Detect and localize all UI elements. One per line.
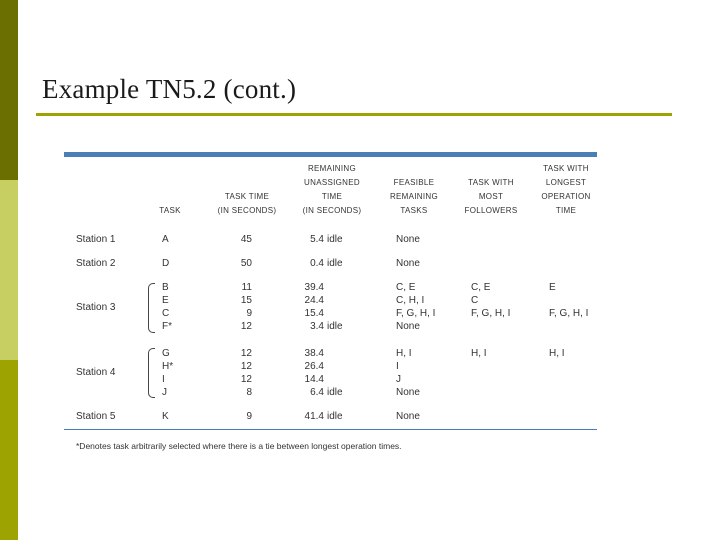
header-line: FEASIBLE	[393, 178, 435, 187]
table-top-bar	[64, 152, 597, 157]
station-4-brace	[148, 348, 155, 398]
header-line: MOST	[478, 192, 504, 201]
header-line: TASK WITH	[468, 178, 514, 187]
feasible-tasks-cell: I	[396, 361, 399, 372]
longest-operation-cell: E	[549, 282, 556, 293]
remaining-time-cell	[300, 361, 324, 373]
idle-label: idle	[327, 387, 343, 398]
sidebar-band-top	[0, 0, 18, 180]
header-line: (IN SECONDS)	[302, 206, 362, 215]
header-task-time	[212, 190, 282, 218]
remaining-time-cell	[300, 282, 324, 294]
most-followers-cell: C	[471, 295, 479, 306]
remaining-time-cell	[300, 258, 343, 270]
remaining-time-value: 6.4	[310, 387, 324, 398]
task-cell: G	[162, 348, 170, 359]
task-cell: I	[162, 374, 165, 385]
task-cell: K	[162, 411, 169, 422]
feasible-tasks-cell: None	[396, 321, 420, 332]
feasible-tasks-cell: C, E	[396, 282, 416, 293]
header-line: LONGEST	[545, 178, 587, 187]
task-time-cell: 50	[240, 258, 252, 269]
remaining-time-cell	[300, 348, 324, 360]
remaining-time-cell	[300, 387, 343, 399]
header-feasible-tasks	[382, 176, 446, 218]
task-time-cell: 12	[240, 361, 252, 372]
sidebar-band-middle	[0, 180, 18, 360]
station-3-brace	[148, 283, 155, 333]
task-time-cell: 45	[240, 234, 252, 245]
header-line: (IN SECONDS)	[217, 206, 277, 215]
remaining-time-value: 39.4	[304, 282, 324, 293]
feasible-tasks-cell: C, H, I	[396, 295, 425, 306]
station-label: Station 5	[76, 411, 116, 422]
task-time-cell: 12	[240, 374, 252, 385]
sidebar-band-bottom	[0, 360, 18, 540]
feasible-tasks-cell: None	[396, 234, 420, 245]
feasible-tasks-cell: None	[396, 411, 420, 422]
remaining-time-value: 26.4	[304, 361, 324, 372]
task-cell: J	[162, 387, 167, 398]
header-line: TIME	[555, 206, 577, 215]
slide-sidebar-decoration	[0, 0, 18, 540]
header-line: OPERATION	[541, 192, 591, 201]
header-task	[150, 204, 190, 218]
header-line: TASKS	[400, 206, 428, 215]
remaining-time-value: 38.4	[304, 348, 324, 359]
remaining-time-cell	[300, 411, 343, 423]
header-line: REMAINING	[307, 164, 357, 173]
task-time-cell: 12	[240, 321, 252, 332]
task-cell: E	[162, 295, 169, 306]
task-cell: A	[162, 234, 169, 245]
station-label: Station 3	[76, 302, 116, 313]
most-followers-cell: F, G, H, I	[471, 308, 511, 319]
task-cell: D	[162, 258, 170, 269]
line-balancing-table	[64, 152, 597, 458]
header-longest-operation	[534, 162, 598, 218]
remaining-time-value: 14.4	[304, 374, 324, 385]
remaining-time-value: 24.4	[304, 295, 324, 306]
feasible-tasks-cell: F, G, H, I	[396, 308, 436, 319]
remaining-time-cell	[300, 308, 324, 320]
station-label: Station 4	[76, 367, 116, 378]
feasible-tasks-cell: J	[396, 374, 401, 385]
remaining-time-value: 3.4	[310, 321, 324, 332]
task-cell: B	[162, 282, 169, 293]
table-bottom-rule	[64, 429, 597, 430]
header-line: UNASSIGNED	[304, 178, 360, 187]
table-footnote: *Denotes task arbitrarily selected where there is a tie between longest operation times.	[76, 441, 402, 451]
header-line: TASK WITH	[543, 164, 589, 173]
station-label: Station 2	[76, 258, 116, 269]
station-label: Station 1	[76, 234, 116, 245]
task-time-cell: 9	[246, 308, 252, 319]
remaining-time-cell	[300, 295, 324, 307]
feasible-tasks-cell: None	[396, 258, 420, 269]
task-time-cell: 15	[240, 295, 252, 306]
remaining-time-value: 41.4	[304, 411, 324, 422]
task-cell: H*	[162, 361, 174, 372]
longest-operation-cell: H, I	[549, 348, 565, 359]
remaining-time-cell	[300, 234, 343, 246]
task-time-cell: 9	[246, 411, 252, 422]
remaining-time-value: 15.4	[304, 308, 324, 319]
header-line: TASK	[159, 206, 181, 215]
idle-label: idle	[327, 321, 343, 332]
idle-label: idle	[327, 234, 343, 245]
feasible-tasks-cell: None	[396, 387, 420, 398]
header-line: TIME	[321, 192, 343, 201]
title-underline	[36, 113, 672, 116]
task-cell: F*	[162, 321, 172, 332]
remaining-time-value: 5.4	[310, 234, 324, 245]
remaining-time-cell	[300, 374, 324, 386]
remaining-time-value: 0.4	[310, 258, 324, 269]
longest-operation-cell: F, G, H, I	[549, 308, 589, 319]
slide-title: Example TN5.2 (cont.)	[42, 74, 297, 104]
task-time-cell: 11	[241, 282, 252, 293]
header-line: TASK TIME	[224, 192, 270, 201]
header-line: REMAINING	[389, 192, 439, 201]
header-remaining-time	[296, 162, 368, 218]
task-time-cell: 12	[240, 348, 252, 359]
idle-label: idle	[327, 258, 343, 269]
header-line: FOLLOWERS	[464, 206, 518, 215]
header-most-followers	[460, 176, 522, 218]
task-cell: C	[162, 308, 170, 319]
most-followers-cell: H, I	[471, 348, 487, 359]
most-followers-cell: C, E	[471, 282, 491, 293]
task-time-cell: 8	[246, 387, 252, 398]
remaining-time-cell	[300, 321, 343, 333]
feasible-tasks-cell: H, I	[396, 348, 412, 359]
idle-label: idle	[327, 411, 343, 422]
